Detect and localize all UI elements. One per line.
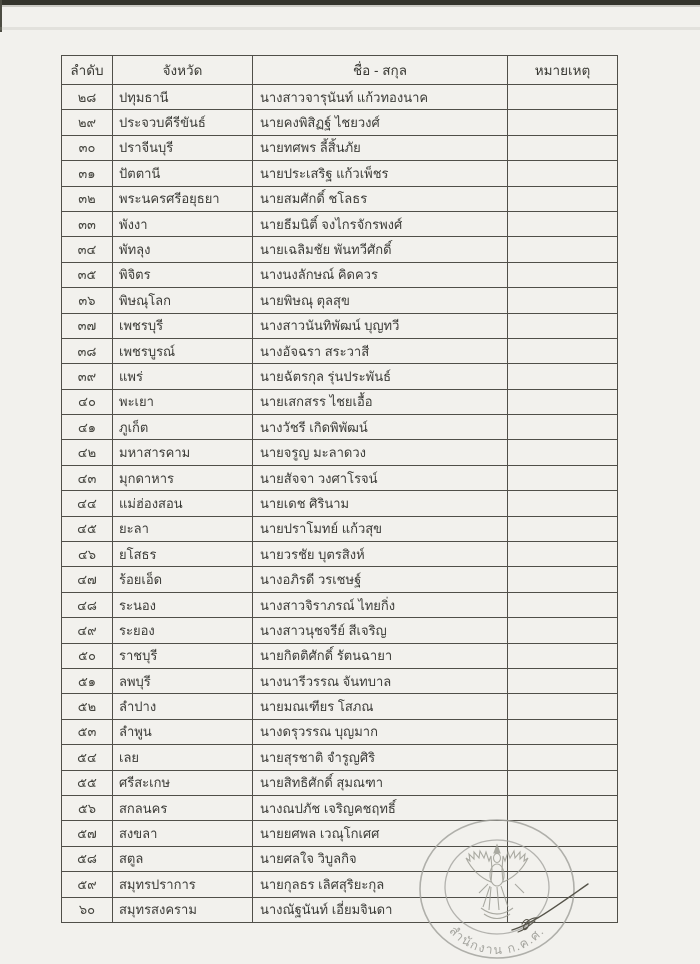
table-row bbox=[62, 338, 618, 363]
row-number-cell: ๕๖ bbox=[62, 795, 113, 820]
row-number-cell: ๔๒ bbox=[62, 440, 113, 465]
name-cell: นายจรูญ มะลาดวง bbox=[253, 440, 508, 465]
row-number-cell: ๔๑ bbox=[62, 415, 113, 440]
row-number-cell: ๔๓ bbox=[62, 465, 113, 490]
note-cell bbox=[508, 415, 618, 440]
note-cell bbox=[508, 592, 618, 617]
table-row bbox=[62, 770, 618, 795]
province-cell: ราชบุรี bbox=[113, 643, 253, 668]
note-cell bbox=[508, 465, 618, 490]
table-body bbox=[62, 85, 618, 923]
scan-smudge bbox=[0, 27, 700, 30]
name-cell: นางดรุวรรณ บุญมาก bbox=[253, 719, 508, 744]
row-number-cell: ๕๓ bbox=[62, 719, 113, 744]
header-province-label: จังหวัด bbox=[162, 63, 203, 78]
table-row bbox=[62, 262, 618, 287]
province-cell: พระนครศรีอยุธยา bbox=[113, 186, 253, 211]
name-cell: นางณปภัช เจริญคชฤทธิ์ bbox=[253, 795, 508, 820]
table-row bbox=[62, 618, 618, 643]
table-row bbox=[62, 592, 618, 617]
note-cell bbox=[508, 694, 618, 719]
row-number-cell: ๓๕ bbox=[62, 262, 113, 287]
table-row bbox=[62, 211, 618, 236]
note-cell bbox=[508, 745, 618, 770]
table-row bbox=[62, 745, 618, 770]
note-cell bbox=[508, 719, 618, 744]
row-number-cell: ๕๗ bbox=[62, 821, 113, 846]
row-number-cell: ๓๖ bbox=[62, 288, 113, 313]
row-number-cell: ๒๘ bbox=[62, 85, 113, 110]
table-row bbox=[62, 237, 618, 262]
note-cell bbox=[508, 338, 618, 363]
name-cell: นายทศพร ลี้สิ้นภัย bbox=[253, 135, 508, 160]
name-cell: นางสาวจิราภรณ์ ไทยกิ่ง bbox=[253, 592, 508, 617]
table-row bbox=[62, 643, 618, 668]
province-cell: ปัตตานี bbox=[113, 161, 253, 186]
row-number-cell: ๕๑ bbox=[62, 668, 113, 693]
row-number-cell: ๕๙ bbox=[62, 872, 113, 897]
note-cell bbox=[508, 313, 618, 338]
name-cell: นายสมศักดิ์ ชโลธร bbox=[253, 186, 508, 211]
province-cell: เลย bbox=[113, 745, 253, 770]
province-roster-table bbox=[61, 55, 618, 923]
row-number-cell: ๓๓ bbox=[62, 211, 113, 236]
row-number-cell: ๕๔ bbox=[62, 745, 113, 770]
header-note bbox=[508, 56, 618, 85]
province-cell: สงขลา bbox=[113, 821, 253, 846]
name-cell: นายเสกสรร ไชยเอื้อ bbox=[253, 389, 508, 414]
province-cell: พัทลุง bbox=[113, 237, 253, 262]
row-number-cell: ๔๖ bbox=[62, 542, 113, 567]
province-cell: ภูเก็ต bbox=[113, 415, 253, 440]
row-number-cell: ๓๑ bbox=[62, 161, 113, 186]
name-cell: นายสัจจา วงศาโรจน์ bbox=[253, 465, 508, 490]
name-cell: นายประเสริฐ แก้วเพ็ชร bbox=[253, 161, 508, 186]
table-header bbox=[62, 56, 618, 85]
province-cell: ระนอง bbox=[113, 592, 253, 617]
table-row bbox=[62, 668, 618, 693]
province-cell: ลำพูน bbox=[113, 719, 253, 744]
header-name bbox=[253, 56, 508, 85]
row-number-cell: ๔๙ bbox=[62, 618, 113, 643]
province-cell: มหาสารคาม bbox=[113, 440, 253, 465]
name-cell: นายเฉลิมชัย พันทวีศักดิ์ bbox=[253, 237, 508, 262]
name-cell: นางนารีวรรณ จันทบาล bbox=[253, 668, 508, 693]
name-cell: นายเดช ศิรินาม bbox=[253, 491, 508, 516]
row-number-cell: ๓๘ bbox=[62, 338, 113, 363]
header-note-label: หมายเหตุ bbox=[534, 63, 591, 78]
name-cell: นางณัฐนันท์ เอี่ยมจินดา bbox=[253, 897, 508, 922]
name-cell: นางอัจฉรา สระวาสี bbox=[253, 338, 508, 363]
row-number-cell: ๕๐ bbox=[62, 643, 113, 668]
name-cell: นางวัชรี เกิดพิพัฒน์ bbox=[253, 415, 508, 440]
row-number-cell: ๓๐ bbox=[62, 135, 113, 160]
name-cell: นายกิตติศักดิ์ รัตนฉายา bbox=[253, 643, 508, 668]
province-cell: ร้อยเอ็ด bbox=[113, 567, 253, 592]
table-row bbox=[62, 542, 618, 567]
name-cell: นายวรชัย บุตรสิงห์ bbox=[253, 542, 508, 567]
province-cell: พิจิตร bbox=[113, 262, 253, 287]
province-cell: ระยอง bbox=[113, 618, 253, 643]
province-cell: ลำปาง bbox=[113, 694, 253, 719]
province-cell: ศรีสะเกษ bbox=[113, 770, 253, 795]
name-cell: นายมณเฑียร โสภณ bbox=[253, 694, 508, 719]
name-cell: นายปราโมทย์ แก้วสุข bbox=[253, 516, 508, 541]
note-cell bbox=[508, 643, 618, 668]
note-cell bbox=[508, 668, 618, 693]
name-cell: นางนงลักษณ์ คิดควร bbox=[253, 262, 508, 287]
note-cell bbox=[508, 161, 618, 186]
note-cell bbox=[508, 516, 618, 541]
row-number-cell: ๕๘ bbox=[62, 846, 113, 871]
note-cell bbox=[508, 85, 618, 110]
province-cell: สมุทรปราการ bbox=[113, 872, 253, 897]
header-row-number-label: ลำดับ bbox=[70, 63, 104, 78]
province-cell: ปราจีนบุรี bbox=[113, 135, 253, 160]
scan-top-edge-shadow bbox=[0, 5, 700, 7]
province-cell: มุกดาหาร bbox=[113, 465, 253, 490]
header-row-number bbox=[62, 56, 113, 85]
province-cell: ลพบุรี bbox=[113, 668, 253, 693]
row-number-cell: ๕๒ bbox=[62, 694, 113, 719]
name-cell: นายฉัตรกุล รุ่นประพันธ์ bbox=[253, 364, 508, 389]
name-cell: นายสิทธิศักดิ์ สุมณฑา bbox=[253, 770, 508, 795]
name-cell: นายพิษณุ ตุลสุข bbox=[253, 288, 508, 313]
note-cell bbox=[508, 770, 618, 795]
row-number-cell: ๓๙ bbox=[62, 364, 113, 389]
name-cell: นายสุรชาติ จำรูญศิริ bbox=[253, 745, 508, 770]
name-cell: นายคงพิสิฏฐ์ ไชยวงศ์ bbox=[253, 110, 508, 135]
note-cell bbox=[508, 618, 618, 643]
name-cell: นายกุลธร เลิศสุริยะกุล bbox=[253, 872, 508, 897]
row-number-cell: ๓๔ bbox=[62, 237, 113, 262]
header-name-label: ชื่อ - สกุล bbox=[353, 63, 407, 78]
province-cell: สมุทรสงคราม bbox=[113, 897, 253, 922]
province-cell: พิษณุโลก bbox=[113, 288, 253, 313]
note-cell bbox=[508, 186, 618, 211]
name-cell: นางอภิรดี วรเชษฐ์ bbox=[253, 567, 508, 592]
table-row bbox=[62, 135, 618, 160]
province-cell: สกลนคร bbox=[113, 795, 253, 820]
row-number-cell: ๔๗ bbox=[62, 567, 113, 592]
table-row bbox=[62, 415, 618, 440]
name-cell: นายศลใจ วิบูลกิจ bbox=[253, 846, 508, 871]
table-row bbox=[62, 389, 618, 414]
table-row bbox=[62, 440, 618, 465]
note-cell bbox=[508, 491, 618, 516]
table-row bbox=[62, 364, 618, 389]
table-row bbox=[62, 465, 618, 490]
note-cell bbox=[508, 364, 618, 389]
row-number-cell: ๓๗ bbox=[62, 313, 113, 338]
table-row bbox=[62, 186, 618, 211]
note-cell bbox=[508, 237, 618, 262]
row-number-cell: ๕๕ bbox=[62, 770, 113, 795]
province-cell: ยะลา bbox=[113, 516, 253, 541]
table-row bbox=[62, 567, 618, 592]
table-row bbox=[62, 85, 618, 110]
note-cell bbox=[508, 542, 618, 567]
table-row bbox=[62, 161, 618, 186]
note-cell bbox=[508, 135, 618, 160]
name-cell: นางสาวนันทิพัฒน์ บุญทวี bbox=[253, 313, 508, 338]
row-number-cell: ๒๙ bbox=[62, 110, 113, 135]
row-number-cell: ๓๒ bbox=[62, 186, 113, 211]
table-row bbox=[62, 110, 618, 135]
table-row bbox=[62, 491, 618, 516]
province-cell: พะเยา bbox=[113, 389, 253, 414]
province-cell: ปทุมธานี bbox=[113, 85, 253, 110]
province-cell: เพชรบุรี bbox=[113, 313, 253, 338]
name-cell: นางสาวนุชจรีย์ สีเจริญ bbox=[253, 618, 508, 643]
signature bbox=[500, 878, 596, 940]
name-cell: นายยศพล เวณุโกเศศ bbox=[253, 821, 508, 846]
province-cell: สตูล bbox=[113, 846, 253, 871]
note-cell bbox=[508, 288, 618, 313]
row-number-cell: ๔๔ bbox=[62, 491, 113, 516]
note-cell bbox=[508, 211, 618, 236]
note-cell bbox=[508, 567, 618, 592]
table-header-row bbox=[62, 56, 618, 85]
note-cell bbox=[508, 262, 618, 287]
row-number-cell: ๖๐ bbox=[62, 897, 113, 922]
province-cell: แพร่ bbox=[113, 364, 253, 389]
stamp-arc-text: สำนักงาน ก.ค.ศ. bbox=[446, 923, 548, 958]
row-number-cell: ๔๐ bbox=[62, 389, 113, 414]
row-number-cell: ๔๕ bbox=[62, 516, 113, 541]
table-row bbox=[62, 288, 618, 313]
note-cell bbox=[508, 389, 618, 414]
header-province bbox=[113, 56, 253, 85]
table-row bbox=[62, 313, 618, 338]
note-cell bbox=[508, 110, 618, 135]
province-cell: แม่ฮ่องสอน bbox=[113, 491, 253, 516]
province-cell: เพชรบูรณ์ bbox=[113, 338, 253, 363]
province-cell: ประจวบคีรีขันธ์ bbox=[113, 110, 253, 135]
name-cell: นายธีมนิติ์ จงไกรจักรพงศ์ bbox=[253, 211, 508, 236]
row-number-cell: ๔๘ bbox=[62, 592, 113, 617]
table-row bbox=[62, 516, 618, 541]
province-cell: พังงา bbox=[113, 211, 253, 236]
province-cell: ยโสธร bbox=[113, 542, 253, 567]
note-cell bbox=[508, 440, 618, 465]
table-row bbox=[62, 719, 618, 744]
name-cell: นางสาวจารุนันท์ แก้วทองนาค bbox=[253, 85, 508, 110]
table-row bbox=[62, 694, 618, 719]
